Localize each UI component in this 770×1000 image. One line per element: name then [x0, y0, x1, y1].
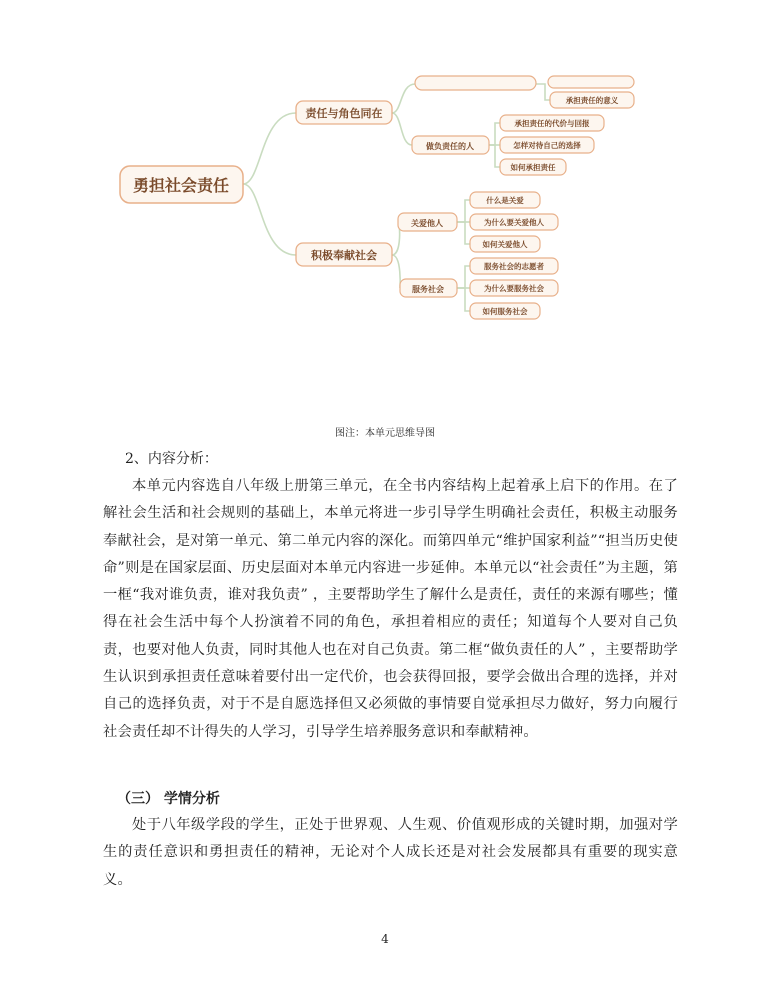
figure-caption: 图注：本单元思维导图 [335, 428, 435, 439]
mm-node-cropped [415, 76, 536, 90]
mm-branch-label: 积极奉献社会 [311, 249, 377, 262]
mm-leaf-label: 怎样对待自己的选择 [513, 141, 581, 150]
mm-sub-label: 服务社会 [412, 285, 444, 294]
mm-leaf-label: 服务社会的志愿者 [484, 262, 544, 271]
section-paragraph: 处于八年级学段的学生，正处于世界观、人生观、价值观形成的关键时期，加强对学生的责任意识和勇担责任的精神，无论对个人成长还是对社会发展都具有重要的现实意义。 [103, 817, 678, 888]
mm-root-label: 勇担社会责任 [132, 176, 230, 195]
mm-leaf-label: 承担责任的意义 [565, 96, 619, 105]
mm-leaf-label: 如何关爱他人 [482, 240, 528, 249]
mm-node-cropped [548, 76, 634, 88]
mm-leaf-label: 承担责任的代价与回报 [514, 119, 590, 128]
mind-map-diagram [0, 0, 770, 330]
mm-leaf-label: 为什么要关爱他人 [484, 218, 544, 227]
page-number: 4 [381, 932, 389, 946]
content-heading: 2、内容分析： [125, 451, 218, 467]
mm-leaf-label: 如何承担责任 [510, 163, 556, 172]
section-title: （三） 学情分析 [117, 791, 220, 807]
mm-leaf-label: 什么是关爱 [486, 196, 524, 205]
mm-sub-label: 做负责任的人 [426, 142, 474, 151]
mm-branch-label: 责任与角色同在 [305, 107, 383, 120]
content-paragraph: 本单元内容选自八年级上册第三单元，在全书内容结构上起着承上启下的作用。在了解社会生活和社会规则的基础上，本单元将进一步引导学生明确社会责任，积极主动服务奉献社会，是对第一单元、第二单元内容的深化。而第四单元“维护国家利益”“担当历史使命”则是在国家层面、历史层面对本单元内容进一步延伸。本单元以“社会责任”为主题，第一框“我对谁负责，谁对我负责” ，主要帮助学生了解什么是责任，责任的来源有哪些；懂得在社会生活中每个人扮演着不同的角色，承担着相应的责任；知道每个人要对自己负责，也要对他人负责，同时其他人也在对自己负责。第二框“做负责任的人” ，主要帮助学生认识到承担责任意味着要付出一定代价，也会获得回报，要学会做出合理的选择，并对自己的选择负责，对于不是自愿选择但又必须做的事情要自觉承担尽力做好，努力向履行社会责任却不计得失的人学习，引导学生培养服务意识和奉献精神。 [103, 478, 678, 740]
mm-leaf-label: 为什么要服务社会 [484, 284, 544, 293]
mm-sub-label: 关爱他人 [411, 219, 443, 228]
mm-leaf-label: 如何服务社会 [482, 307, 528, 316]
